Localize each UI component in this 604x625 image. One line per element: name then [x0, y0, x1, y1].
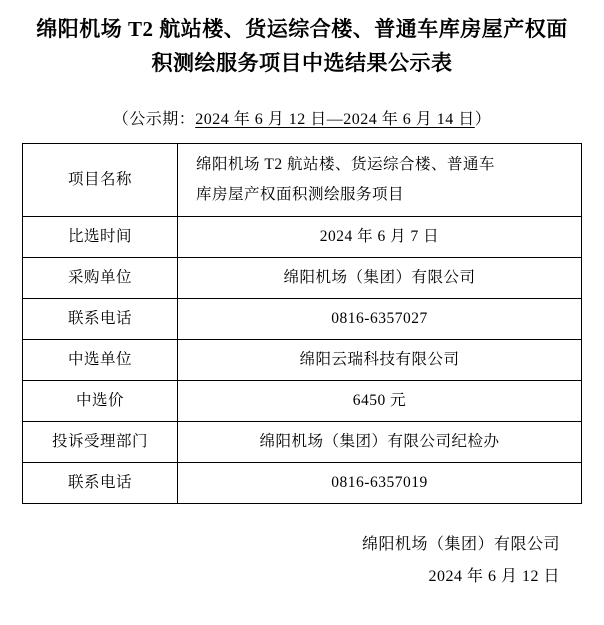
- row-value-purchasing-unit: 绵阳机场（集团）有限公司: [178, 258, 582, 299]
- project-name-line-2: 库房屋产权面积测绘服务项目: [196, 186, 405, 203]
- table-row: [23, 381, 582, 422]
- row-label-complaint-department: 投诉受理部门: [23, 422, 178, 463]
- row-label-purchasing-unit: 采购单位: [23, 258, 178, 299]
- notice-period-range: 2024 年 6 月 12 日—2024 年 6 月 14 日: [195, 111, 475, 128]
- row-label-project-name: 项目名称: [23, 144, 178, 217]
- row-value-contact-phone-2: 0816-6357019: [178, 463, 582, 504]
- row-label-bid-time: 比选时间: [23, 217, 178, 258]
- row-label-contact-phone-1: 联系电话: [23, 299, 178, 340]
- row-label-winning-price: 中选价: [23, 381, 178, 422]
- row-value-contact-phone-1: 0816-6357027: [178, 299, 582, 340]
- row-value-winning-unit: 绵阳云瑞科技有限公司: [178, 340, 582, 381]
- row-value-bid-time: 2024 年 6 月 7 日: [178, 217, 582, 258]
- notice-period-suffix: ）: [474, 111, 492, 128]
- table-row: [23, 258, 582, 299]
- row-value-winning-price: 6450 元: [178, 381, 582, 422]
- page-title: 绵阳机场 T2 航站楼、货运综合楼、普通车库房屋产权面积测绘服务项目中选结果公示表: [36, 17, 568, 75]
- table-row: [23, 217, 582, 258]
- signature-organization: 绵阳机场（集团）有限公司: [361, 536, 560, 553]
- row-label-winning-unit: 中选单位: [23, 340, 178, 381]
- table-row: [23, 144, 582, 217]
- table-row: [23, 463, 582, 504]
- signature-date: 2024 年 6 月 12 日: [428, 568, 560, 585]
- row-value-project-name: [178, 144, 582, 217]
- row-value-complaint-department: 绵阳机场（集团）有限公司纪检办: [178, 422, 582, 463]
- project-name-line-1: 绵阳机场 T2 航站楼、货运综合楼、普通车: [196, 156, 495, 173]
- table-row: [23, 340, 582, 381]
- table-row: [23, 422, 582, 463]
- notice-period: [22, 106, 582, 129]
- notice-period-prefix: （公示期：: [112, 111, 196, 128]
- table-row: [23, 299, 582, 340]
- bid-result-table: [22, 143, 582, 504]
- signature-block: [22, 530, 582, 592]
- row-label-contact-phone-2: 联系电话: [23, 463, 178, 504]
